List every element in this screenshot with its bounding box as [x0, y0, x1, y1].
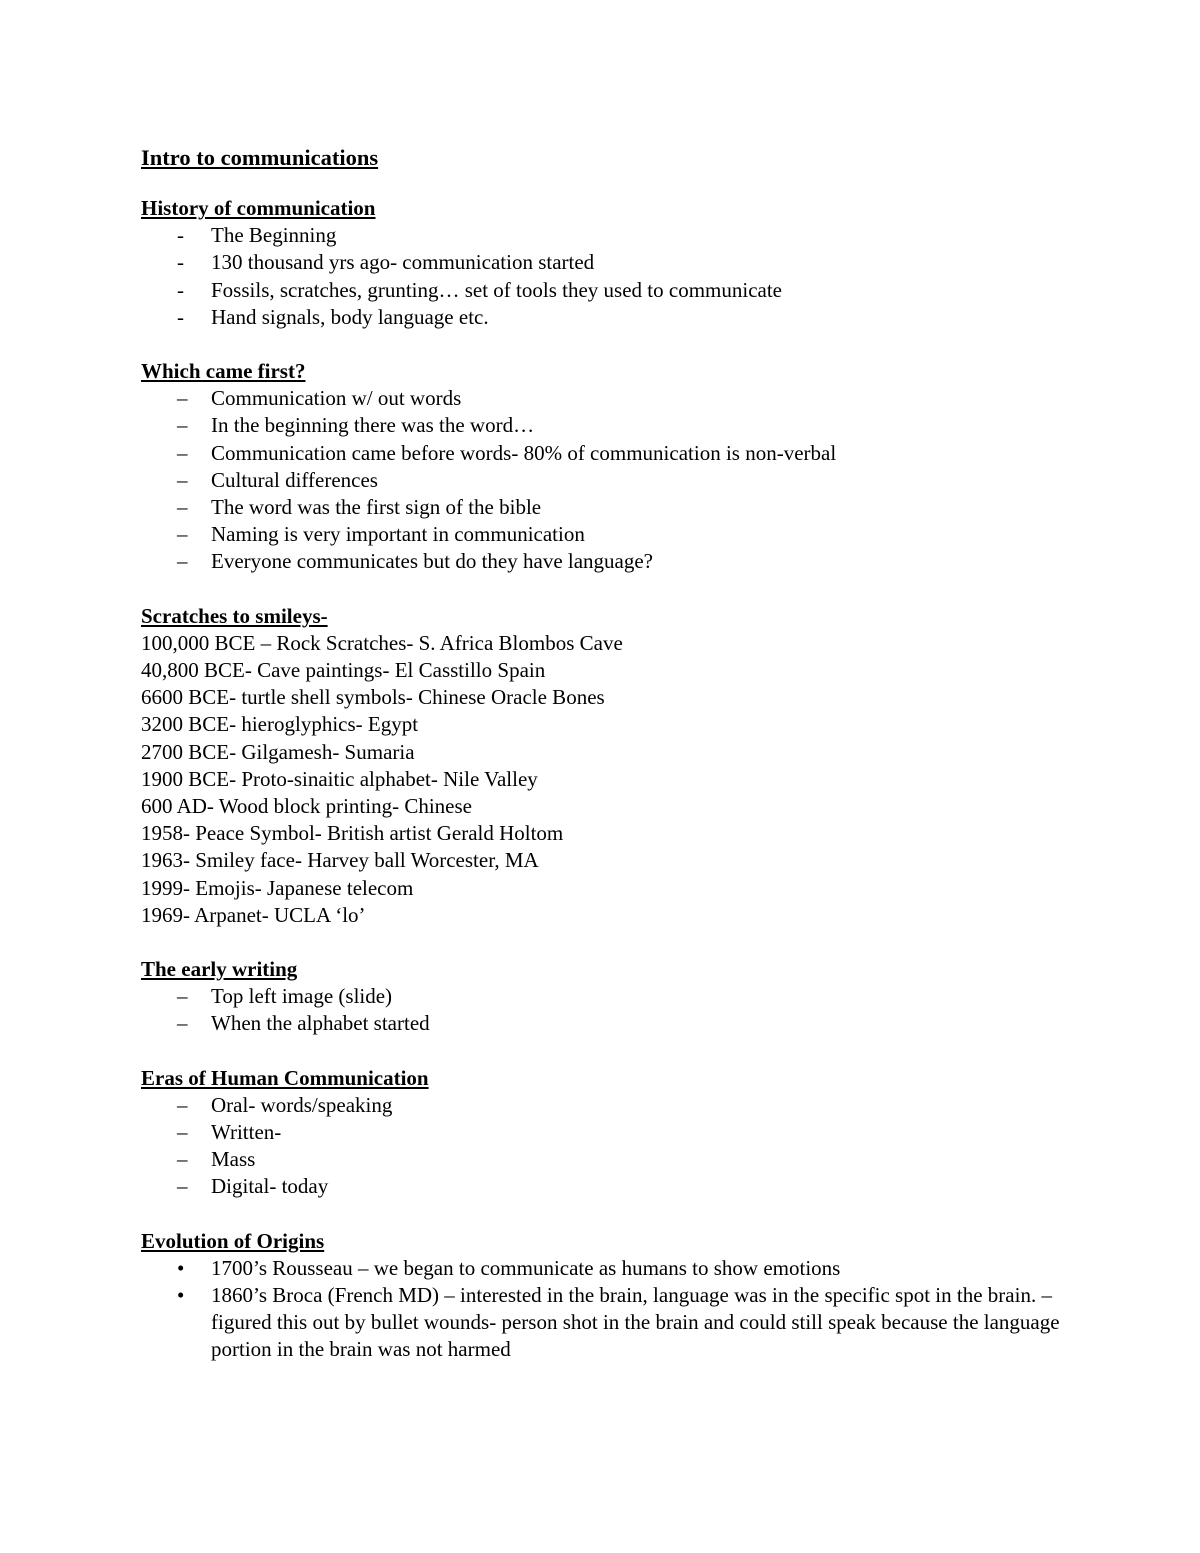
list-item-text: Written-	[211, 1120, 282, 1145]
list-item-text: Cultural differences	[211, 467, 378, 492]
list-item	[141, 521, 1061, 548]
dash-marker: –	[177, 467, 188, 492]
section-heading: The early writing	[141, 957, 298, 982]
list-item-text: 130 thousand yrs ago- communication started	[211, 250, 595, 275]
list-item	[141, 277, 1061, 304]
dash-marker: –	[177, 549, 188, 574]
list-item	[141, 1092, 1061, 1119]
dash-marker: -	[177, 223, 184, 248]
list-item	[141, 222, 1061, 249]
dash-marker: –	[177, 413, 188, 438]
list-item	[141, 1255, 1061, 1282]
list-item	[141, 983, 1061, 1010]
bullet-marker: •	[177, 1283, 185, 1308]
dash-marker: –	[177, 495, 188, 519]
section-evolution-of-origins	[141, 1228, 1061, 1364]
dash-marker: –	[177, 440, 188, 465]
dash-marker: –	[177, 1092, 188, 1117]
list-item-text: Naming is very important in communication	[211, 522, 585, 547]
list-item-text: The Beginning	[211, 223, 337, 248]
list-item	[141, 249, 1061, 276]
timeline-line: 6600 BCE- turtle shell symbols- Chinese Oracle Bones	[141, 685, 605, 710]
list-item	[141, 440, 1061, 467]
dash-marker: -	[177, 277, 184, 302]
section-heading: Eras of Human Communication	[141, 1065, 429, 1090]
dash-marker: –	[177, 1174, 188, 1199]
section-early-writing	[141, 956, 1061, 1038]
section-heading: History of communication	[141, 196, 376, 220]
dash-marker: –	[177, 522, 188, 547]
dash-marker: –	[177, 386, 188, 411]
dash-marker: –	[177, 1011, 188, 1036]
dash-marker: –	[177, 1120, 188, 1145]
timeline-line: 1900 BCE- Proto-sinaitic alphabet- Nile Valley	[141, 766, 538, 791]
list-item-text: Communication w/ out words	[211, 386, 462, 411]
timeline-line: 1963- Smiley face- Harvey ball Worcester, MA	[141, 848, 539, 873]
list-item	[141, 385, 1061, 412]
list-item-text: Digital- today	[211, 1174, 329, 1199]
list-item	[141, 1282, 1061, 1364]
dash-marker: –	[177, 1147, 188, 1172]
list-item	[141, 304, 1061, 331]
timeline-line: 1999- Emojis- Japanese telecom	[141, 875, 414, 900]
bullet-list	[141, 222, 1061, 331]
list-item-text: When the alphabet started	[211, 1011, 430, 1036]
timeline-line: 40,800 BCE- Cave paintings- El Casstillo Spain	[141, 658, 546, 682]
list-item	[141, 548, 1061, 575]
bullet-list	[141, 1092, 1061, 1201]
list-item-text: Oral- words/speaking	[211, 1092, 393, 1117]
list-item-text: Top left image (slide)	[211, 984, 393, 1009]
section-heading: Scratches to smileys-	[141, 603, 328, 628]
list-item-text: The word was the first sign of the bible	[211, 495, 542, 519]
list-item-text: 1860’s Broca (French MD) – interested in the brain, language was in the specific spot in the brain. – figured this out by bullet wounds- person shot in the brain and could still speak because the language portion in the brain was not harmed	[211, 1283, 1060, 1362]
timeline-line: 2700 BCE- Gilgamesh- Sumaria	[141, 739, 415, 764]
bullet-list	[141, 1255, 1061, 1364]
list-item	[141, 1146, 1061, 1173]
bullet-list	[141, 385, 1061, 575]
page-title: Intro to communications	[141, 145, 379, 170]
list-item-text: 1700’s Rousseau – we began to communicate as humans to show emotions	[211, 1255, 841, 1280]
section-scratches-to-smileys	[141, 603, 1061, 929]
timeline-line: 3200 BCE- hieroglyphics- Egypt	[141, 712, 419, 737]
bullet-list	[141, 983, 1061, 1037]
list-item-text: In the beginning there was the word…	[211, 413, 535, 438]
list-item	[141, 412, 1061, 439]
timeline-line: 600 AD- Wood block printing- Chinese	[141, 794, 472, 819]
list-item	[141, 1173, 1061, 1200]
timeline-line: 1958- Peace Symbol- British artist Gerald Holtom	[141, 821, 564, 846]
list-item-text: Hand signals, body language etc.	[211, 304, 489, 329]
bullet-marker: •	[177, 1255, 185, 1280]
section-history	[141, 195, 1061, 331]
dash-marker: -	[177, 250, 184, 275]
list-item-text: Everyone communicates but do they have language?	[211, 549, 654, 574]
section-heading: Evolution of Origins	[141, 1228, 325, 1253]
section-eras	[141, 1065, 1061, 1201]
document-page	[141, 140, 1061, 1391]
list-item-text: Communication came before words- 80% of communication is non-verbal	[211, 440, 837, 465]
section-which-came-first	[141, 358, 1061, 576]
list-item-text: Mass	[211, 1147, 256, 1172]
dash-marker: -	[177, 304, 184, 329]
list-item	[141, 467, 1061, 494]
list-item	[141, 1119, 1061, 1146]
timeline-line: 100,000 BCE – Rock Scratches- S. Africa Blombos Cave	[141, 630, 623, 655]
list-item	[141, 1010, 1061, 1037]
timeline-line: 1969- Arpanet- UCLA ‘lo’	[141, 902, 366, 927]
list-item	[141, 494, 1061, 521]
dash-marker: –	[177, 984, 188, 1009]
section-heading: Which came first?	[141, 359, 306, 383]
list-item-text: Fossils, scratches, grunting… set of tools they used to communicate	[211, 277, 782, 302]
